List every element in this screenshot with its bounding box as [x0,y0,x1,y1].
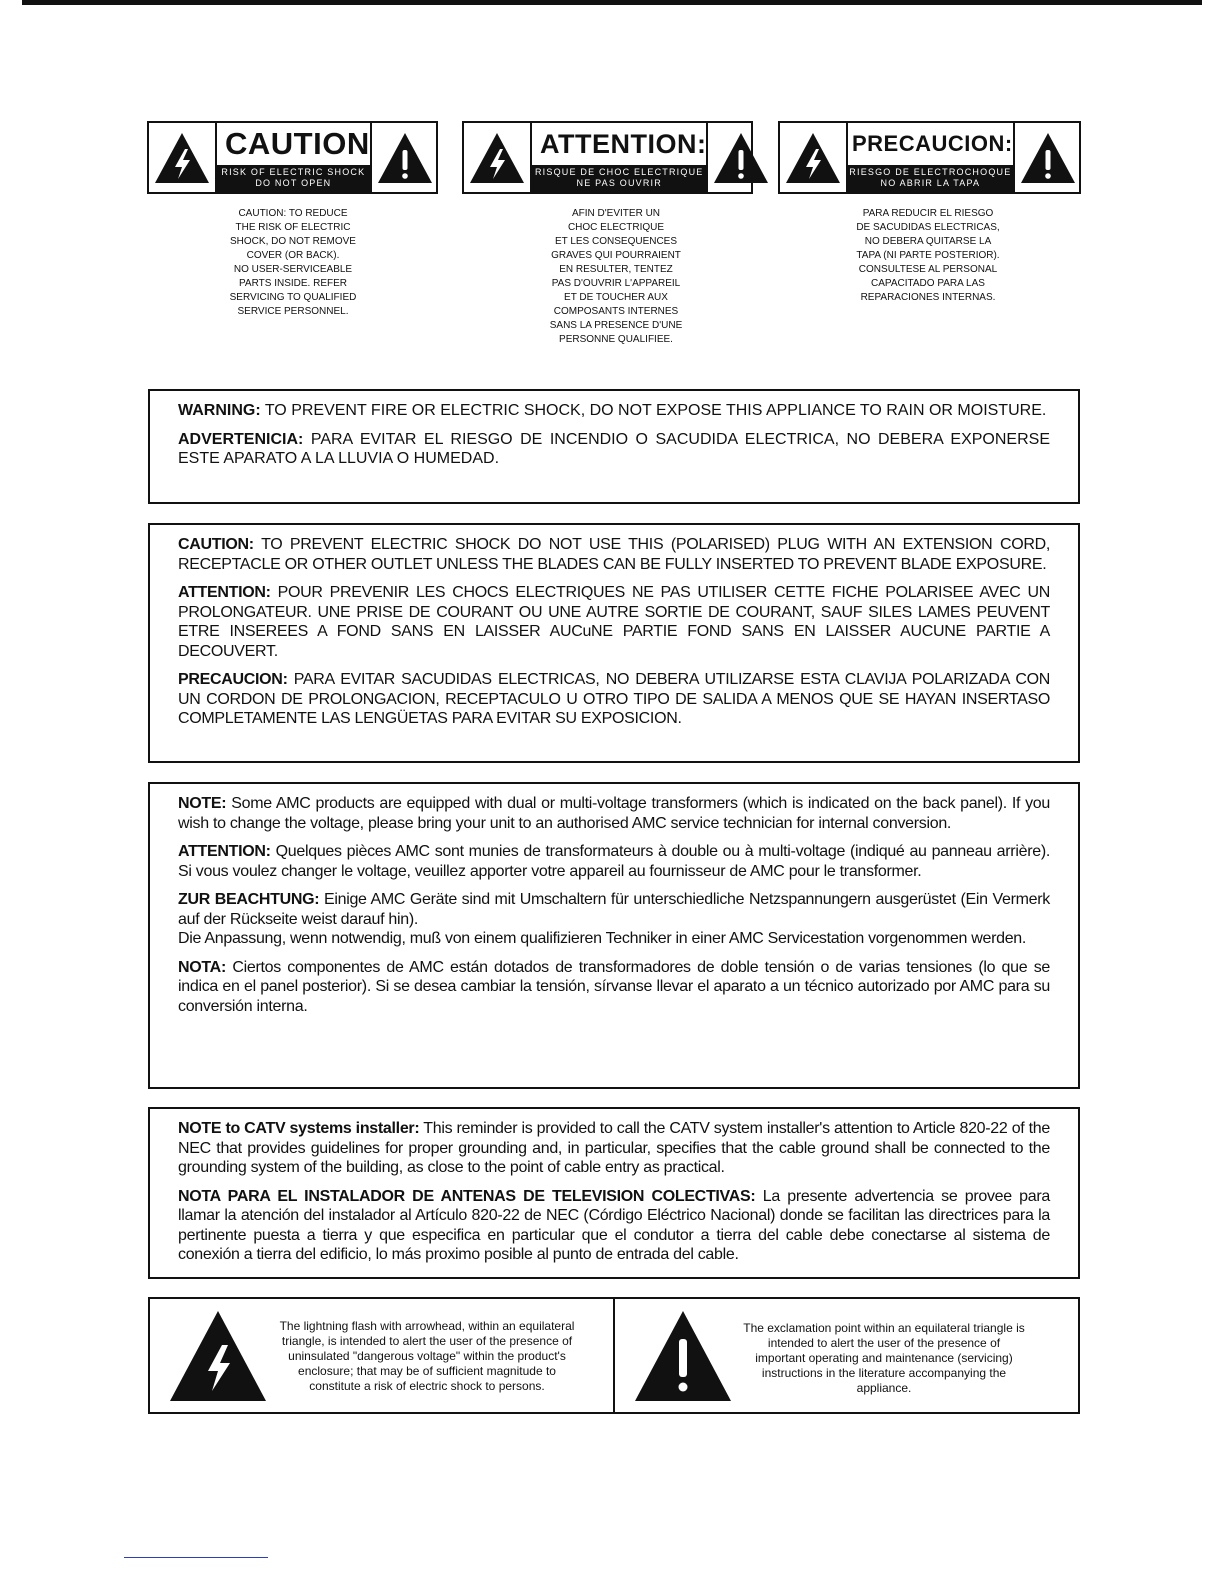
caption-line: NO DEBERA QUITARSE LA [864,236,992,247]
voltage-nota-text: Ciertos componentes de AMC están dotados de transformadores de doble tensión o de varias tensiones (lo que se indica en el panel posterior). Si se desea cambiar la tensión, sírvanse llevar el aparato a un técnico autorizado por AMC para su conversión interna. [178,958,1050,1015]
voltage-zur-paragraph [178,890,1050,929]
caption-line: TAPA (NI PARTE POSTERIOR). [856,250,1000,261]
catv-note-label: NOTE to CATV systems installer: [178,1120,420,1137]
advertencia-paragraph [178,430,1050,469]
exclamation-text-line: intended to alert the user of the presence of [767,1336,1001,1350]
advertencia-label: ADVERTENICIA: [178,430,304,448]
exclamation-explanation-text [709,1321,1059,1396]
exclamation-warning-icon [710,127,772,189]
voltage-zur-paragraph-2 [178,929,1050,949]
lightning-warning-icon [151,127,213,189]
caption-line: SERVICE PERSONNEL. [237,306,349,317]
plug-precaucion-paragraph [178,670,1050,729]
caption-line: CONSULTESE AL PERSONAL [858,264,998,275]
attention-band-line1: RISQUE DE CHOC ELECTRIQUE [534,167,704,177]
exclamation-text-line: The exclamation point within an equilateral triangle is [743,1321,1025,1335]
exclamation-text-line: instructions in the literature accompanying the [761,1366,1007,1380]
lightning-text-line: constitute a risk of electric shock to persons. [309,1379,545,1393]
plug-caution-label: CAUTION: [178,536,254,553]
catv-note-text: This reminder is provided to call the CATV system installer's attention to Article 820-22 of the NEC that provides guidelines for proper grounding and, in particular, specifies that the cable ground shall be connected to the grounding system of the building, as close to the point of cable entry as practical. [178,1120,1050,1176]
lightning-text-line: The lightning flash with arrowhead, within an equilateral [279,1319,575,1333]
voltage-zur-text: Einige AMC Geräte sind mit Umschaltern für unterschiedliche Netzspannungern ausgerüstet (Ein Vermerk auf der Rückseite weist darauf hin). [178,891,1050,928]
attention-band-line2: NE PAS OUVRIR [576,178,662,188]
caption-line: EN RESULTER, TENTEZ [559,264,673,275]
caption-line: DE SACUDIDAS ELECTRICAS, [856,222,1000,233]
caption-line: SERVICING TO QUALIFIED [229,292,357,303]
voltage-nota-label: NOTA: [178,958,226,976]
attention-label [462,121,753,194]
catv-note-paragraph [178,1119,1050,1178]
attention-caption [506,207,726,347]
caption-line: CAUTION: TO REDUCE [238,208,348,219]
lightning-explanation-text [242,1319,612,1394]
plug-caution-box [148,523,1080,763]
warning-box [148,389,1080,504]
caption-line: PARTS INSIDE. REFER [239,278,347,289]
warning-text: TO PREVENT FIRE OR ELECTRIC SHOCK, DO NOT EXPOSE THIS APPLIANCE TO RAIN OR MOISTURE. [264,402,1047,419]
plug-attention-label: ATTENTION: [178,584,271,601]
caption-line: ET DE TOUCHER AUX [564,292,668,303]
attention-label-center [530,123,708,192]
caution-band [217,165,370,192]
exclamation-explanation [613,1299,1078,1412]
precaucion-title: PRECAUCION: [852,131,1013,156]
caution-title: CAUTION [225,126,370,161]
plug-caution-paragraph [178,535,1050,574]
caution-caption [188,207,398,319]
lightning-warning-icon [466,127,528,189]
caption-line: COVER (OR BACK). [246,250,340,261]
plug-precaucion-label: PRECAUCION: [178,671,288,688]
caution-label-center [215,123,372,192]
voltage-note-box [148,782,1080,1089]
precaucion-band [848,165,1013,192]
attention-band [532,165,706,192]
caption-line: ET LES CONSEQUENCES [554,236,678,247]
caption-line: PARA REDUCIR EL RIESGO [862,208,994,219]
top-rule [22,0,1202,5]
exclamation-text-line: appliance. [856,1381,912,1395]
footer-rule [124,1557,268,1558]
precaucion-band-line2: NO ABRIR LA TAPA [880,178,981,188]
caption-line: REPARACIONES INTERNAS. [860,292,996,303]
attention-title: ATTENTION: [540,128,707,159]
caution-band-line1: RISK OF ELECTRIC SHOCK [221,167,366,177]
lightning-warning-icon [782,127,844,189]
lightning-text-line: uninsulated "dangerous voltage" within the product's [288,1349,566,1363]
exclamation-warning-icon [374,127,436,189]
voltage-note-paragraph [178,794,1050,833]
voltage-attention-paragraph [178,842,1050,881]
caption-line: CHOC ELECTRIQUE [567,222,665,233]
catv-note-box [148,1107,1080,1279]
exclamation-text-line: important operating and maintenance (servicing) [755,1351,1013,1365]
precaucion-band-line1: RIESGO DE ELECTROCHOQUE [849,167,1012,177]
caption-line: PAS D'OUVRIR L'APPAREIL [551,278,681,289]
lightning-explanation [150,1299,613,1412]
caution-band-line2: DO NOT OPEN [255,178,332,188]
warning-label: WARNING: [178,402,261,419]
caption-line: NO USER-SERVICEABLE [233,264,353,275]
catv-nota-paragraph [178,1187,1050,1265]
voltage-note-label: NOTE: [178,795,227,812]
plug-attention-text: POUR PREVENIR LES CHOCS ELECTRIQUES NE PAS UTILISER CETTE FICHE POLARISEE AVEC UN PROLONGATEUR. UNE PRISE DE COURANT OU UNE AUTRE SORTIE DE COURANT, SAUF SILES LAMES PEUVENT ETRE INSEREES A FOND SANS EN LAISSER AUCuNE PARTIE FOND SANS EN LAISSER AUCUNE PARTIE A DECOUVERT. [178,584,1050,660]
voltage-zur-label: ZUR BEACHTUNG: [178,891,320,908]
advertencia-text: PARA EVITAR EL RIESGO DE INCENDIO O SACUDIDA ELECTRICA, NO DEBERA EXPONERSE ESTE APARATO A LA LLUVIA O HUMEDAD. [178,430,1050,467]
precaucion-label [778,121,1081,194]
voltage-attention-label: ATTENTION: [178,843,271,860]
caption-line: GRAVES QUI POURRAIENT [551,250,681,261]
plug-caution-text: TO PREVENT ELECTRIC SHOCK DO NOT USE THIS (POLARISED) PLUG WITH AN EXTENSION CORD, RECEPTACLE OR OTHER OUTLET UNLESS THE BLADES CAN BE FULLY INSERTED TO PREVENT BLADE EXPOSURE. [178,536,1051,573]
precaucion-caption [818,207,1038,305]
voltage-zur-text-2: Die Anpassung, wenn notwendig, muß von einem qualifizieren Techniker in einer AMC Servicestation vorgenommen werden. [178,930,1027,947]
catv-nota-text: La presente advertencia se provee para llamar la atención del instalador al Artículo 820-22 de NEC (Córdigo Eléctrico Nacional) donde se facilitan las directrices para la pertinente puesta a tierra y que especifica en particular que el condutor a tierra del cable debe conectarse al sistema de conexión a tierra del edificio, lo más proximo posible al punto de entrada del cable. [178,1187,1050,1263]
plug-precaucion-text: PARA EVITAR SACUDIDAS ELECTRICAS, NO DEBERA UTILIZARSE ESTA CLAVIJA POLARIZADA CON UN CORDON DE PROLONGACION, RECEPTACULO U OTRO TIPO DE SALIDA A MENOS QUE SE HAYAN INSERTASO COMPLETAMENTE LAS LENGÜETAS PARA EVITAR SU EXPOSICION. [178,671,1050,727]
caption-line: PERSONNE QUALIFIEE. [559,334,673,345]
caption-line: SHOCK, DO NOT REMOVE [230,236,356,247]
lightning-text-line: triangle, is intended to alert the user of the presence of [281,1334,573,1348]
lightning-text-line: enclosure; that may be of sufficient magnitude to [298,1364,556,1378]
warning-paragraph [178,401,1050,421]
caption-line: THE RISK OF ELECTRIC [235,222,351,233]
voltage-note-text: Some AMC products are equipped with dual or multi-voltage transformers (which is indicated on the back panel). If you wish to change the voltage, please bring your unit to an authorised AMC service technician for internal conversion. [178,795,1050,832]
caution-label [147,121,438,194]
voltage-nota-paragraph [178,958,1050,1017]
voltage-attention-text: Quelques pièces AMC sont munies de transformateurs à double ou à multi-voltage (indiqué au panneau arrière). Si vous voulez changer le voltage, veuillez apporter votre appareil au fournisseur de AMC pour le transformer. [178,843,1050,880]
precaucion-label-center [846,123,1015,192]
caption-line: AFIN D'EVITER UN [571,208,661,219]
catv-nota-label: NOTA PARA EL INSTALADOR DE ANTENAS DE TELEVISION COLECTIVAS: [178,1187,756,1205]
caption-line: CAPACITADO PARA LAS [871,278,985,289]
symbol-explanation-box [148,1297,1080,1414]
plug-attention-paragraph [178,583,1050,661]
exclamation-warning-icon [1017,127,1079,189]
caption-line: COMPOSANTS INTERNES [553,306,679,317]
caption-line: SANS LA PRESENCE D'UNE [549,320,683,331]
